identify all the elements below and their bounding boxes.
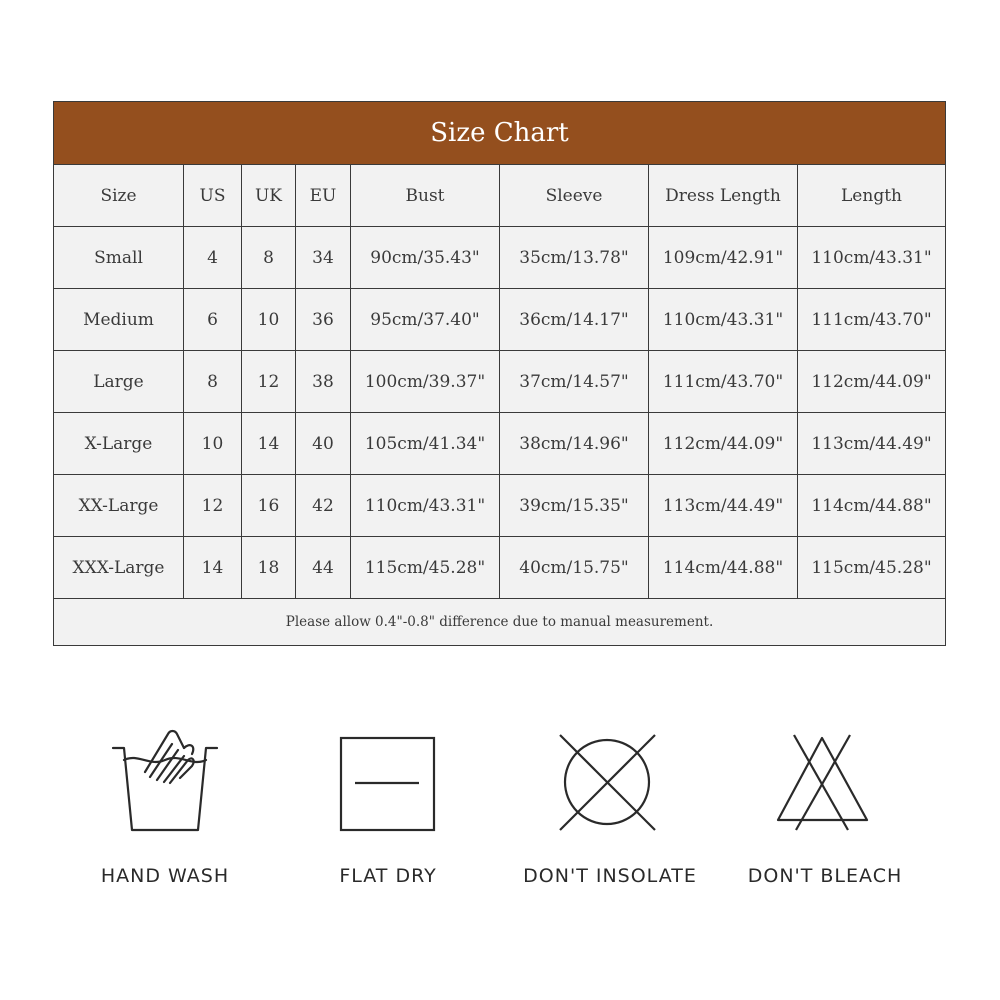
table-cell: 110cm/43.31" <box>649 289 798 351</box>
table-cell: 110cm/43.31" <box>798 227 946 289</box>
column-header-eu: EU <box>296 165 351 227</box>
size-chart-title: Size Chart <box>54 102 946 165</box>
table-cell: 105cm/41.34" <box>351 413 500 475</box>
table-cell: 109cm/42.91" <box>649 227 798 289</box>
dont-bleach-icon <box>770 720 880 835</box>
table-cell: 36 <box>296 289 351 351</box>
table-cell: 35cm/13.78" <box>500 227 649 289</box>
table-cell: 111cm/43.70" <box>798 289 946 351</box>
dont-insolate-icon <box>555 720 665 835</box>
table-cell: 18 <box>242 537 296 599</box>
table-row <box>54 413 946 475</box>
table-cell: 113cm/44.49" <box>649 475 798 537</box>
hand-wash-icon <box>110 720 220 835</box>
table-cell: 90cm/35.43" <box>351 227 500 289</box>
table-cell: 95cm/37.40" <box>351 289 500 351</box>
table-cell: 38cm/14.96" <box>500 413 649 475</box>
table-cell: 6 <box>184 289 242 351</box>
table-row <box>54 475 946 537</box>
table-cell: Large <box>54 351 184 413</box>
table-cell: 100cm/39.37" <box>351 351 500 413</box>
table-row <box>54 227 946 289</box>
table-cell: 112cm/44.09" <box>649 413 798 475</box>
table-cell: 14 <box>242 413 296 475</box>
table-cell: X-Large <box>54 413 184 475</box>
table-cell: 39cm/15.35" <box>500 475 649 537</box>
care-label: DON'T BLEACH <box>747 865 903 887</box>
table-cell: 115cm/45.28" <box>351 537 500 599</box>
table-cell: 10 <box>184 413 242 475</box>
table-cell: 112cm/44.09" <box>798 351 946 413</box>
table-cell: 10 <box>242 289 296 351</box>
care-label: HAND WASH <box>100 865 230 887</box>
table-cell: 8 <box>184 351 242 413</box>
header-row <box>54 165 946 227</box>
care-label: FLAT DRY <box>339 865 437 887</box>
table-cell: 111cm/43.70" <box>649 351 798 413</box>
column-header-us: US <box>184 165 242 227</box>
column-header-length: Length <box>798 165 946 227</box>
care-instructions <box>0 720 1000 920</box>
table-cell: 113cm/44.49" <box>798 413 946 475</box>
table-cell: 16 <box>242 475 296 537</box>
table-cell: Small <box>54 227 184 289</box>
column-header-size: Size <box>54 165 184 227</box>
table-cell: 12 <box>242 351 296 413</box>
table-cell: 34 <box>296 227 351 289</box>
table-cell: 37cm/14.57" <box>500 351 649 413</box>
table-cell: 12 <box>184 475 242 537</box>
table-cell: 42 <box>296 475 351 537</box>
table-cell: 114cm/44.88" <box>798 475 946 537</box>
care-item-dont-insolate <box>510 720 710 920</box>
care-item-hand-wash <box>65 720 265 920</box>
table-cell: 38 <box>296 351 351 413</box>
measurement-note: Please allow 0.4"-0.8" difference due to manual measurement. <box>54 599 946 646</box>
table-cell: 36cm/14.17" <box>500 289 649 351</box>
table-cell: 40 <box>296 413 351 475</box>
column-header-bust: Bust <box>351 165 500 227</box>
column-header-dress-length: Dress Length <box>649 165 798 227</box>
care-item-dont-bleach <box>725 720 925 920</box>
table-row <box>54 351 946 413</box>
table-cell: 14 <box>184 537 242 599</box>
care-item-flat-dry <box>288 720 488 920</box>
size-chart-table <box>53 101 946 646</box>
table-cell: XXX-Large <box>54 537 184 599</box>
column-header-uk: UK <box>242 165 296 227</box>
table-cell: 44 <box>296 537 351 599</box>
table-cell: 110cm/43.31" <box>351 475 500 537</box>
table-cell: 114cm/44.88" <box>649 537 798 599</box>
table-row <box>54 289 946 351</box>
table-cell: 115cm/45.28" <box>798 537 946 599</box>
table-cell: XX-Large <box>54 475 184 537</box>
flat-dry-icon <box>333 720 443 835</box>
care-label: DON'T INSOLATE <box>523 865 697 887</box>
table-cell: Medium <box>54 289 184 351</box>
table-cell: 8 <box>242 227 296 289</box>
table-cell: 40cm/15.75" <box>500 537 649 599</box>
column-header-sleeve: Sleeve <box>500 165 649 227</box>
table-row <box>54 537 946 599</box>
table-cell: 4 <box>184 227 242 289</box>
